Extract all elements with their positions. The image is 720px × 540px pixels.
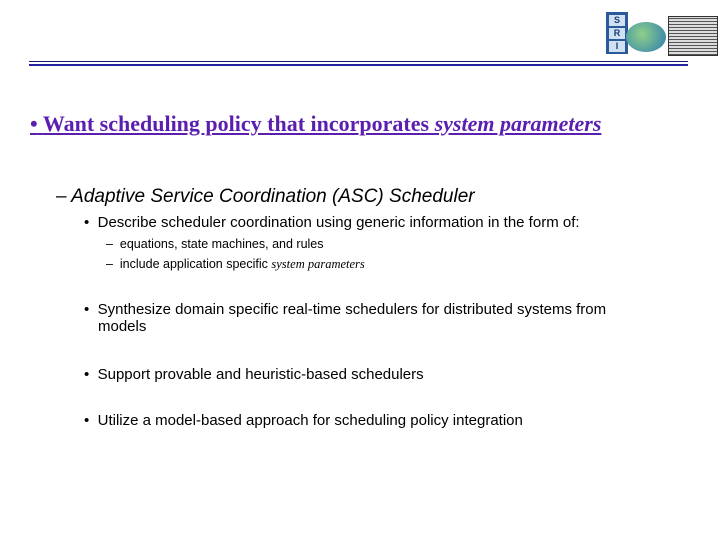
header-rule: [29, 64, 688, 66]
subbullet-include: – include application specific system parameters: [106, 257, 365, 271]
sri-logo: S R I: [606, 12, 662, 56]
subheading: – Adaptive Service Coordination (ASC) Scheduler: [56, 186, 475, 207]
bullet-describe: • Describe scheduler coordination using generic information in the form of:: [84, 214, 580, 231]
subbullet-equations: – equations, state machines, and rules: [106, 237, 324, 251]
bullet-support: • Support provable and heuristic-based schedulers: [84, 366, 424, 383]
header-rule: [29, 61, 688, 62]
bullet-synthesize: • Synthesize domain specific real-time schedulers for distributed systems from models: [84, 301, 607, 335]
isis-logo: [668, 16, 718, 56]
slide-title: • Want scheduling policy that incorporates system parameters: [30, 111, 602, 136]
bullet-utilize: • Utilize a model-based approach for scheduling policy integration: [84, 412, 523, 429]
